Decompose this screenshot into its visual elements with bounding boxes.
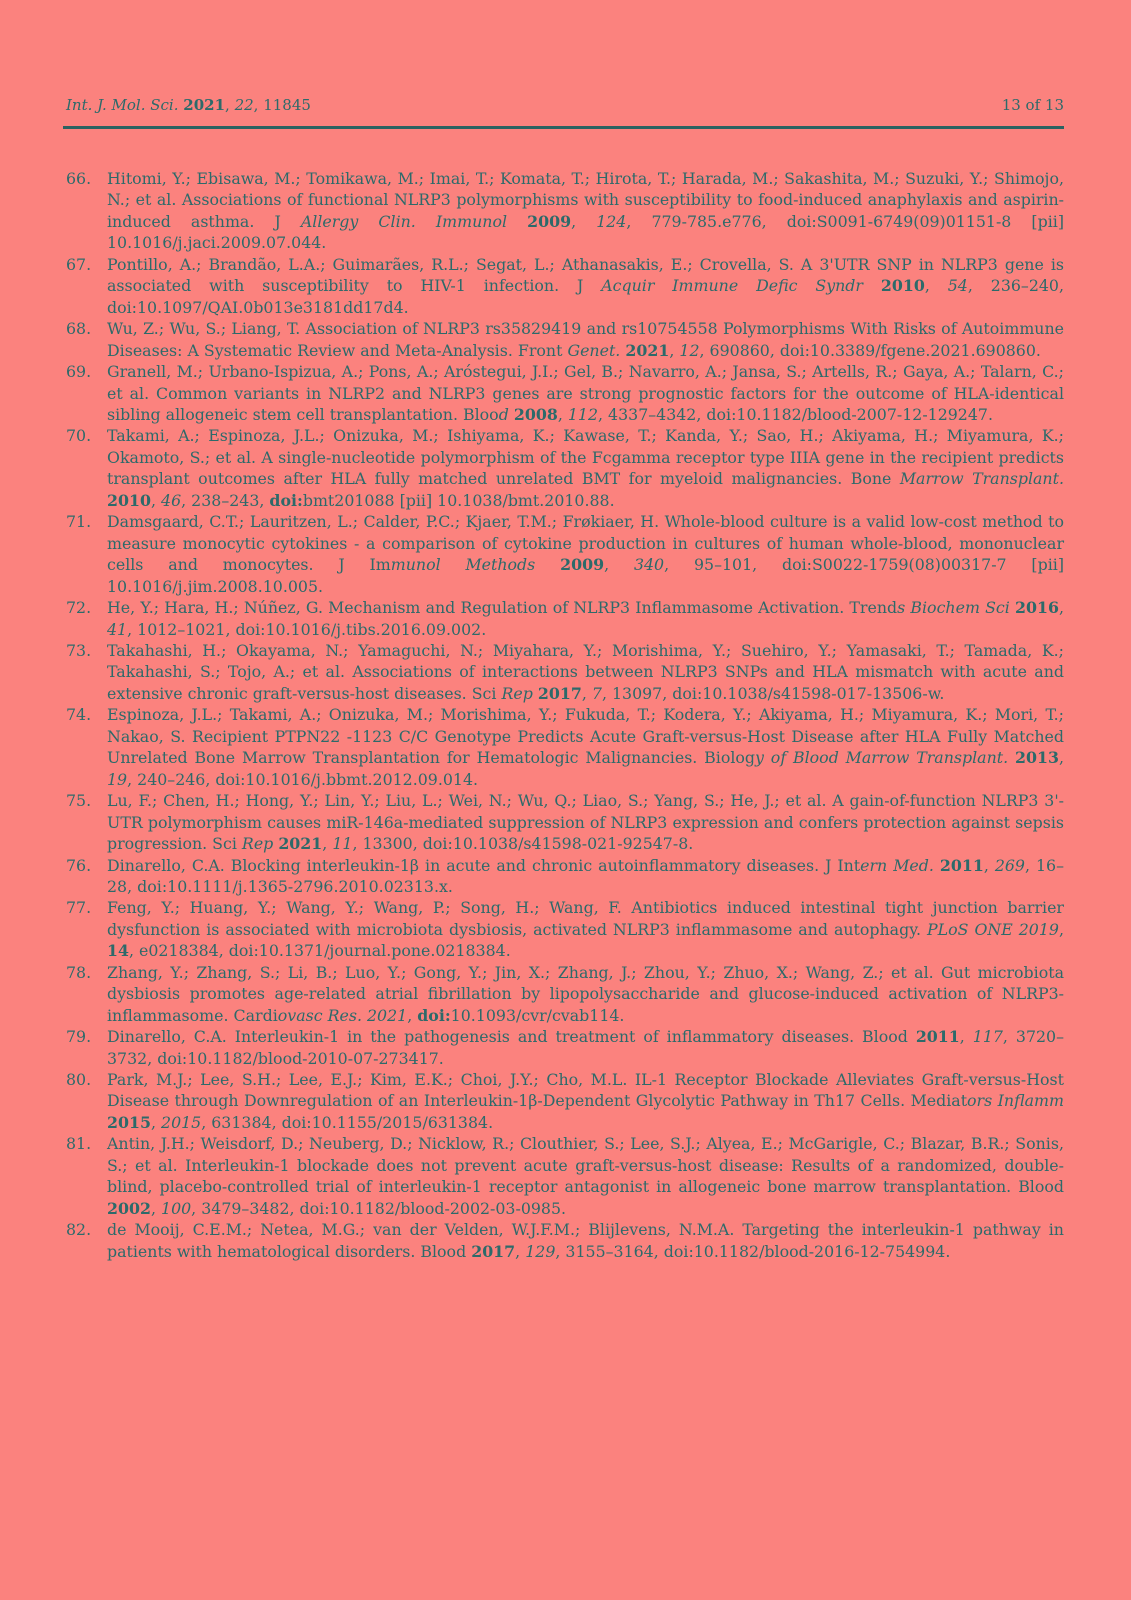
text-run: , 238–243, <box>181 490 270 510</box>
text-run: , e0218384, doi:10.1371/journal.pone.0218384. <box>128 941 511 961</box>
text-run: , <box>322 834 333 854</box>
reference-number: 77. <box>66 898 92 918</box>
reference-text <box>107 598 1064 638</box>
text-run: , <box>1058 748 1064 768</box>
reference-number: 67. <box>66 254 92 274</box>
text-run: Granell, M.; Urbano-Ispizua, A.; Pons, A.; Aróstegui, J.I.; Gel, B.; Navarro, A.; Jansa, S.; Artells, R.; Gaya, A.; Talarn, C.; et al. Common variants in NLRP2 and NLRP3 genes are strong prognostic factors for the outcome of HLA-identical sibling allogeneic stem cell transplantation. Bloo <box>107 362 1064 424</box>
reference-text <box>107 1070 1064 1132</box>
page-number-label: 13 of 13 <box>1001 96 1064 114</box>
text-run: 2011 <box>939 855 984 875</box>
reference-item <box>66 511 1064 597</box>
reference-text <box>107 255 1064 317</box>
reference-item <box>66 425 1064 511</box>
reference-text <box>107 856 1064 896</box>
reference-text <box>107 641 1064 703</box>
reference-item <box>66 855 1064 898</box>
text-run: 2002 <box>107 1198 151 1218</box>
text-run: , <box>557 404 568 424</box>
text-run: 2009 <box>527 211 572 231</box>
reference-number: 76. <box>66 855 92 875</box>
text-run: 10.1093/cvr/cvab114. <box>450 1005 625 1025</box>
text-run: 2021 <box>367 1005 408 1025</box>
text-run: 2010 <box>880 276 925 296</box>
text-run: Espinoza, J.L.; Takami, A.; Onizuka, M.; Morishima, Y.; Fukuda, T.; Kodera, Y.; Akiyama, H.; Miyamura, K.; Mori, T.; Nakao, S. Recipient PTPN22 -1123 C/C Genotype Predicts Acute Graft-versus-Host Disease after HLA Fully Matched Unrelated Bone Marrow Transplantation for Hematologic Malignancies. Biolog <box>107 705 1064 768</box>
text-run <box>535 555 560 574</box>
text-run: Takami, A.; Espinoza, J.L.; Onizuka, M.; Ishiyama, K.; Kawase, T.; Kanda, Y.; Sao, H.; Akiyama, H.; Miyamura, K.; Okamoto, S.; et al. A single-nucleotide polymorphism of the Fcgamma receptor type IIIA gene in the recipient predicts transplant outcomes after HLA fully matched unrelated BMT for myeloid malignancies. Bone <box>107 426 1064 489</box>
reference-text <box>107 963 1064 1025</box>
text-run: munol Methods <box>390 555 536 575</box>
text-run: Antin, J.H.; Weisdorf, D.; Neuberg, D.; Nicklow, R.; Clouthier, S.; Lee, S.J.; Alyea, E.; McGarigle, C.; Blazar, B.R.; Sonis, S.; et al. Interleukin-1 blockade does not prevent acute graft-versus-host disease: Results of a randomized, double-blind, placebo-controlled trial of interleukin-1 receptor antagonist in allogeneic bone marrow transplantation. Blood <box>107 1134 1064 1197</box>
text-run: doi: <box>417 1005 451 1025</box>
text-run: 2009 <box>560 555 605 575</box>
text-run: , <box>225 96 235 114</box>
reference-item <box>66 962 1064 1026</box>
reference-text <box>107 791 1064 853</box>
reference-item <box>66 254 1064 318</box>
text-run: , 3720–3732, doi:10.1182/blood-2010-07-273417. <box>107 1027 1064 1068</box>
reference-item <box>66 361 1064 425</box>
text-run: 2017 <box>471 1241 516 1261</box>
text-run: 2015 <box>107 1112 151 1132</box>
text-run: ors Inflamm <box>967 1091 1064 1111</box>
text-run: , 690860, doi:10.3389/fgene.2021.690860. <box>699 340 1041 360</box>
references-list <box>66 168 1064 1262</box>
reference-item <box>66 318 1064 361</box>
reference-text <box>107 705 1064 788</box>
text-run: 129 <box>525 1241 556 1261</box>
text-run: 100 <box>161 1198 192 1218</box>
text-run: , 16–28, doi:10.1111/j.1365-2796.2010.02313.x. <box>107 855 1064 896</box>
text-run: , 240–246, doi:10.1016/j.bbmt.2012.09.014. <box>127 769 479 789</box>
text-run: , <box>1058 598 1064 618</box>
text-run: , 779-785.e776, doi:S0091-6749(09)01151-8 [pii] 10.1016/j.jaci.2009.07.044. <box>107 211 1064 253</box>
text-run: 2016 <box>1014 598 1059 618</box>
reference-number: 82. <box>66 1220 92 1240</box>
text-run: y of Blood Marrow Transplant. <box>755 748 1009 768</box>
text-run: doi: <box>269 490 303 510</box>
text-run: , <box>924 276 948 296</box>
text-run: 14 <box>107 941 129 961</box>
text-run: , 3155–3164, doi:10.1182/blood-2016-12-754994. <box>555 1241 951 1261</box>
reference-text <box>107 426 1064 509</box>
header-divider <box>63 126 1064 129</box>
reference-text <box>107 169 1064 252</box>
reference-number: 73. <box>66 640 92 660</box>
text-run: 2021 <box>278 834 323 854</box>
reference-number: 74. <box>66 705 92 725</box>
text-run: Zhang, Y.; Zhang, S.; Li, B.; Luo, Y.; Gong, Y.; Jin, X.; Zhang, J.; Zhou, Y.; Zhuo, X.; Wang, Z.; et al. Gut microbiota dysbiosis promotes age-related atrial fibrillation by lipopolysaccharide and glucose-induced activation of NLRP3-inflammasome. Cardi <box>107 962 1064 1025</box>
text-run: Lu, F.; Chen, H.; Hong, Y.; Lin, Y.; Liu, L.; Wei, N.; Wu, Q.; Liao, S.; Yang, S.; He, J.; et al. A gain-of-function NLRP3 3'-UTR polymorphism causes miR-146a-mediated suppression of NLRP3 expression and confers protection against sepsis progression. Sci <box>107 791 1064 854</box>
reference-text <box>107 898 1064 960</box>
text-run: , <box>571 211 597 231</box>
reference-item <box>66 597 1064 640</box>
text-run: , <box>581 683 592 703</box>
text-run: He, Y.; Hara, H.; Núñez, G. Mechanism and Regulation of NLRP3 Inflammasome Activation. Trend <box>107 598 898 618</box>
reference-item <box>66 897 1064 961</box>
text-run: , 13300, doi:10.1038/s41598-021-92547-8. <box>352 834 694 854</box>
text-run: 2021 <box>183 96 226 114</box>
text-run: , <box>983 855 995 875</box>
text-run: Feng, Y.; Huang, Y.; Wang, Y.; Wang, P.; Song, H.; Wang, F. Antibiotics induced intestinal tight junction barrier dysfunction is associated with microbiota dysbiosis, activated NLRP3 inflammasome and autophagy. <box>107 898 1064 939</box>
text-run: PLoS ONE 2019 <box>927 919 1059 939</box>
text-run: 22 <box>234 96 254 114</box>
text-run: , 3479–3482, doi:10.1182/blood-2002-03-0985. <box>191 1198 567 1218</box>
text-run: d <box>498 404 509 424</box>
text-run: Takahashi, H.; Okayama, N.; Yamaguchi, N.; Miyahara, Y.; Morishima, Y.; Suehiro, Y.; Yamasaki, T.; Tamada, K.; Takahashi, S.; Tojo, A.; et al. Associations of interactions between NLRP3 SNPs and HLA mismatch with acute and extensive chronic graft-versus-host diseases. Sci <box>107 640 1064 703</box>
text-run: s Biochem Sci <box>897 598 1010 618</box>
reference-number: 79. <box>66 1027 92 1047</box>
text-run: Dinarello, C.A. Interleukin-1 in the pathogenesis and treatment of inflammatory diseases. Blood <box>107 1027 916 1047</box>
text-run: 269 <box>994 855 1025 875</box>
text-run: ovasc Res. <box>277 1005 362 1025</box>
reference-item <box>66 640 1064 704</box>
reference-number: 72. <box>66 598 92 618</box>
text-run: Park, M.J.; Lee, S.H.; Lee, E.J.; Kim, E.K.; Choi, J.Y.; Cho, M.L. IL-1 Receptor Blockade Alleviates Graft-versus-Host Disease through Downregulation of an Interleukin-1β-Dependent Glycolytic Pathway in Th17 Cells. Mediat <box>107 1070 1064 1111</box>
text-run: 112 <box>567 404 599 424</box>
reference-text <box>107 319 1064 359</box>
text-run: 41 <box>107 619 128 639</box>
text-run: Genet. <box>567 340 621 360</box>
text-run: , 11845 <box>253 96 311 114</box>
text-run: 2008 <box>513 404 558 424</box>
reference-item <box>66 1219 1064 1262</box>
text-run: , <box>150 490 162 510</box>
text-run: Hitomi, Y.; Ebisawa, M.; Tomikawa, M.; Imai, T.; Komata, T.; Hirota, T.; Harada, M.; Sakashita, M.; Suzuki, Y.; Shimojo, N.; et al. Associations of functional NLRP3 polymorphisms with susceptibility to food-induced anaphylaxis and aspirin-induced asthma. J <box>107 169 1064 231</box>
text-run: , <box>515 1241 526 1261</box>
text-run: Dinarello, C.A. Blocking interleukin-1β in acute and chronic autoinflammatory diseases. J Int <box>107 855 861 875</box>
journal-citation <box>66 96 311 114</box>
reference-item <box>66 790 1064 854</box>
reference-number: 70. <box>66 426 92 446</box>
reference-text <box>107 1220 1064 1260</box>
reference-item <box>66 1133 1064 1219</box>
text-run: Allergy Clin. Immunol <box>300 211 508 231</box>
reference-text <box>107 512 1064 595</box>
text-run: , 95–101, doi:S0022-1759(08)00317-7 [pii] 10.1016/j.jim.2008.10.005. <box>107 555 1064 596</box>
text-run: 2011 <box>915 1027 960 1047</box>
text-run: , 236–240, doi:10.1097/QAI.0b013e3181dd17d4. <box>107 276 1065 317</box>
text-run: , <box>669 340 680 360</box>
text-run: , <box>150 1112 162 1132</box>
text-run: ern Med. <box>860 855 934 875</box>
text-run: , <box>150 1198 162 1218</box>
reference-text <box>107 362 1064 424</box>
text-run: , 1012–1021, doi:10.1016/j.tibs.2016.09.002. <box>127 619 487 639</box>
text-run: Wu, Z.; Wu, S.; Liang, T. Association of NLRP3 rs35829419 and rs10754558 Polymorphisms With Risks of Autoimmune Diseases: A Systematic Review and Meta-Analysis. Front <box>107 319 1064 360</box>
text-run: 46 <box>161 490 182 510</box>
reference-number: 71. <box>66 512 92 532</box>
text-run: Rep <box>241 834 274 854</box>
page-header <box>66 96 1064 114</box>
reference-number: 81. <box>66 1134 92 1154</box>
text-run: 117 <box>972 1027 1003 1047</box>
text-run: 340 <box>633 555 665 575</box>
reference-text <box>107 1134 1064 1217</box>
reference-item <box>66 704 1064 790</box>
text-run: , <box>1058 919 1064 939</box>
reference-item <box>66 168 1064 254</box>
text-run: , <box>604 555 634 575</box>
text-run <box>1008 748 1015 767</box>
text-run: Damsgaard, C.T.; Lauritzen, L.; Calder, P.C.; Kjaer, T.M.; Frøkiaer, H. Whole-blood culture is a valid low-cost method to measure monocytic cytokines - a comparison of cytokine production in cultures of human whole-blood, mononuclear cells and monocytes. J Im <box>107 512 1064 575</box>
text-run: 2015 <box>161 1112 202 1132</box>
text-run <box>507 212 527 231</box>
text-run: bmt201088 [pii] 10.1038/bmt.2010.88. <box>302 490 615 510</box>
text-run: de Mooij, C.E.M.; Netea, M.G.; van der Velden, W.J.F.M.; Blijlevens, N.M.A. Targeting the interleukin-1 pathway in patients with hematological disorders. Blood <box>107 1220 1064 1261</box>
reference-item <box>66 1026 1064 1069</box>
text-run: , 4337–4342, doi:10.1182/blood-2007-12-129247. <box>598 404 993 424</box>
reference-number: 68. <box>66 319 92 339</box>
reference-number: 75. <box>66 791 92 811</box>
text-run: , 631384, doi:10.1155/2015/631384. <box>201 1112 494 1132</box>
text-run: Pontillo, A.; Brandão, L.A.; Guimarães, R.L.; Segat, L.; Athanasakis, E.; Crovella, S. A 3'UTR SNP in NLRP3 gene is associated with susceptibility to HIV-1 infection. J <box>107 254 1064 296</box>
reference-text <box>107 1027 1064 1067</box>
text-run: 54 <box>947 276 968 296</box>
text-run: Rep <box>501 683 533 703</box>
text-run: 2021 <box>625 340 670 360</box>
text-run: , <box>959 1027 973 1047</box>
reference-number: 80. <box>66 1070 92 1090</box>
text-run: Int. J. Mol. Sci. <box>66 96 184 114</box>
reference-number: 69. <box>66 362 92 382</box>
text-run: , <box>407 1005 418 1025</box>
reference-number: 66. <box>66 169 92 188</box>
text-run: 2010 <box>107 490 151 510</box>
text-run <box>863 276 881 295</box>
text-run: , 13097, doi:10.1038/s41598-017-13506-w. <box>601 683 945 703</box>
reference-number: 78. <box>66 962 92 982</box>
text-run: 7 <box>591 683 602 703</box>
text-run: 11 <box>332 834 353 854</box>
reference-item <box>66 1069 1064 1133</box>
text-run: Marrow Transplant. <box>899 469 1064 489</box>
text-run: 19 <box>107 769 128 789</box>
text-run: 124 <box>596 211 627 231</box>
text-run: 12 <box>679 340 700 360</box>
text-run: 2013 <box>1015 748 1059 768</box>
text-run: 2017 <box>537 683 582 703</box>
text-run: Acquir Immune Defic Syndr <box>601 276 863 296</box>
